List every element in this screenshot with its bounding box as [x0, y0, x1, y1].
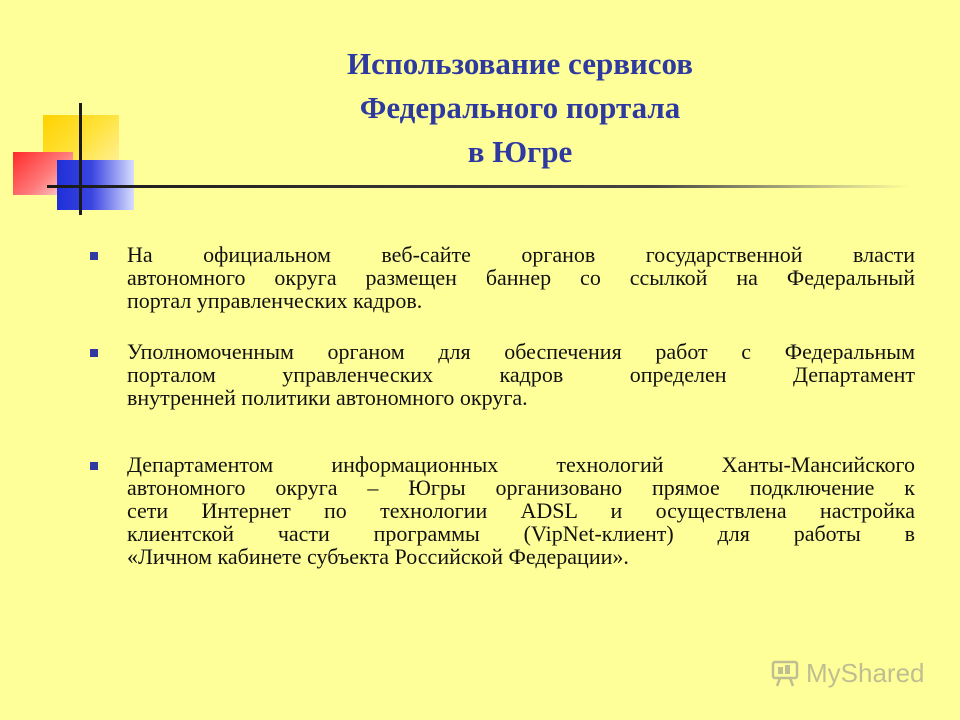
title-line-2: Федерального портала: [359, 90, 681, 125]
bullet-2-line-3: внутренней политики автономного округа.: [127, 385, 528, 410]
decor-vertical-line: [79, 103, 82, 215]
presentation-board-icon: [770, 658, 800, 688]
bullet-2-line-1: Уполномоченным органом для обеспечения работ с Федеральным: [127, 339, 915, 364]
watermark-text: MyShared: [806, 657, 925, 688]
bullet-3-line-2: автономного округа – Югры организовано прямое подключение к: [127, 475, 915, 500]
bullet-item-1: [90, 243, 915, 312]
bullet-3-line-4: клиентской части программы (VipNet-клиент) для работы в: [127, 521, 915, 546]
bullet-3-line-3: сети Интернет по технологии ADSL и осуществлена настройка: [127, 498, 915, 523]
bullet-item-3: [90, 453, 915, 568]
title-divider-line: [47, 185, 911, 188]
title-line-1: Использование сервисов: [346, 46, 694, 81]
bullet-1-line-3: портал управленческих кадров.: [127, 288, 423, 313]
bullet-1-line-1: На официальном веб-сайте органов государственной власти: [127, 242, 915, 267]
bullet-marker: [90, 462, 98, 470]
bullet-3-line-1: Департаментом информационных технологий Ханты-Мансийского: [127, 452, 915, 477]
bullet-list: [90, 243, 915, 596]
bullet-marker: [90, 349, 98, 357]
bullet-1-line-2: автономного округа размещен баннер со ссылкой на Федеральный: [127, 265, 915, 290]
bullet-2-line-2: порталом управленческих кадров определен Департамент: [127, 362, 915, 387]
title-line-3: в Югре: [467, 134, 573, 169]
watermark: [770, 656, 925, 690]
slide-title: [200, 42, 840, 174]
bullet-3-line-5: «Личном кабинете субъекта Российской Федерации».: [127, 544, 629, 569]
bullet-marker: [90, 252, 98, 260]
bullet-item-2: [90, 340, 915, 409]
